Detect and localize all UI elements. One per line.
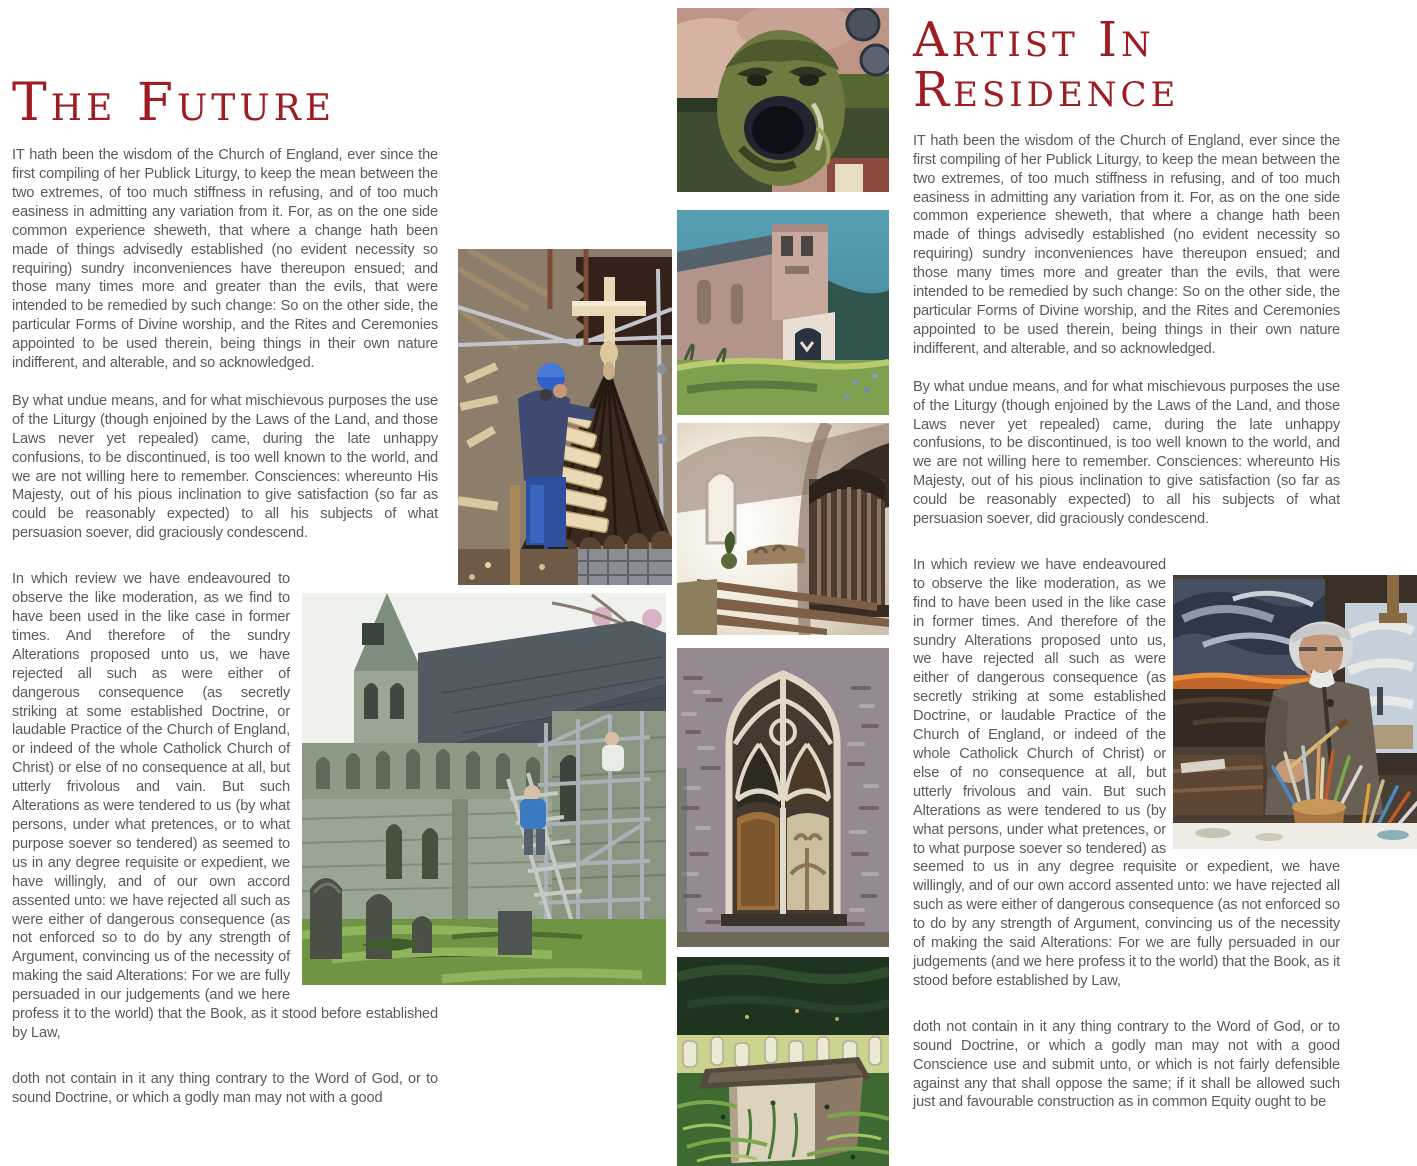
article-title-right: Artist In Residence <box>913 12 1180 118</box>
paragraph-left-3: In which review we have endeavoured to observe the like moderation, as we find to have been used in the like case in former times. And therefore of the sundry Alterations proposed unto us, we have rejected all such as were either of dangerous consequence (as secretly striking at some established Doctrine, or laudable Practice of the Church of England, or indeed of the whole Catholick Church of Christ) or else of no consequence at all, but utterly frivolous and vain. But such Alterations as were tendered to us (by what persons, under what pretences, or to what purpose soever so tendered) as seemed to us in any degree requisite or expedient, we have willingly, and of our own accord assented unto: we have rejected all such as were either of dangerous consequence (as not enforced so to do by any strength of Argument, convincing us of the necessity of making the said Alterations: For we are fully persuaded in our judgements (and we here profess it to the world) that the Book, as it stood before established by Law, <box>12 571 438 1041</box>
church-exterior-painting <box>677 210 889 415</box>
paragraph-right-3: In which review we have endeavoured to observe the like moderation, as we find to have been used in the like case in former times. And therefore of the sundry Alterations proposed unto us, we have rejected all such as were either of dangerous consequence (as secretly striking at some established Doctrine, or laudable Practice of the Church of England, or indeed of the whole Catholick Church of Christ) or else of no consequence at all, but utterly frivolous and vain. But such Alterations as were tendered to us (by what persons, under what pretences, or to what purpose soever so tendered) as seemed to us in any degree requisite or expedient, we have willingly, and of our own accord assented unto: we have rejected all such as were either of dangerous consequence (as not enforced so to do by any strength of Argument, convincing us of the necessity of making the said Alterations: For we are fully persuaded in our judgements (and we here profess it to the world) that the Book, as it stood before established by Law, <box>913 556 1340 989</box>
church-scaffolding-photo <box>302 593 666 985</box>
artist-studio-photo <box>1173 575 1417 849</box>
paragraph-left-2: By what undue means, and for what mischievous purposes the use of the Liturgy (though enjoined by the Laws of the Land, and those Laws never yet repealed) came, during the late unhappy confusions, to be discontinued, is too well known to the world, and we are not willing here to remember. Consciences: whereunto His Majesty, out of his pious inclination to give satisfaction (so far as could be reasonably expected) to all his subjects of what persuasion soever, did graciously condescend. <box>12 392 438 542</box>
paragraph-right-1: IT hath been the wisdom of the Church of England, ever since the first compiling of her Publick Liturgy, to keep the mean between the two extremes, of too much stiffness in refusing, and of too much easiness in admitting any variation from it. For, as on the one side common experience sheweth, that where a change hath been made of things advisedly established (no evident necessity so requiring) sundry inconveniences have thereupon ensued; and those many times more and greater than the evils, that were intended to be remedied by such change: So on the other side, the particular Forms of Divine worship, and the Rites and Ceremonies appointed to be used therein, being things in their own nature indifferent, and alterable, and so acknowledged. <box>913 132 1340 357</box>
paragraph-left-4: doth not contain in it any thing contrary to the Word of God, or to sound Doctrine, or which a godly man may not with a good <box>12 1070 438 1106</box>
gothic-window-painting <box>677 648 889 947</box>
church-interior-painting <box>677 423 889 635</box>
gargoyle-painting <box>677 8 889 192</box>
tomb-painting <box>677 957 889 1166</box>
spire-worker-photo <box>458 249 672 585</box>
article-artist-in-residence <box>913 0 1340 1131</box>
paragraph-left-1: IT hath been the wisdom of the Church of England, ever since the first compiling of her Publick Liturgy, to keep the mean between the two extremes, of too much stiffness in refusing, and of too much easiness in admitting any variation from it. For, as on the one side common experience sheweth, that where a change hath been made of things advisedly established (no evident necessity so requiring) sundry inconveniences have thereupon ensued; and those many times more and greater than the evils, that were intended to be remedied by such change: So on the other side, the particular Forms of Divine worship, and the Rites and Ceremonies appointed to be used therein, being things in their own nature indifferent, and alterable, and so acknowledged. <box>12 147 438 372</box>
paragraph-right-2: By what undue means, and for what mischievous purposes the use of the Liturgy (though enjoined by the Laws of the Land, and those Laws never yet repealed) came, during the late unhappy confusions, to be discontinued, is too well known to the world, and we are not willing here to remember. Consciences: whereunto His Majesty, out of his pious inclination to give satisfaction (so far as could be reasonably expected) to all his subjects of what persuasion soever, did graciously condescend. <box>913 378 1340 528</box>
paragraph-right-4: doth not contain in it any thing contrary to the Word of God, or to sound Doctrine, or which a godly man may not with a good Conscience use and submit unto, or which is not fairly defensible against any that shall oppose the same; if it shall be allowed such just and favourable construction as in common Equity ought to be <box>913 1018 1340 1111</box>
article-title-left: The Future <box>12 73 336 133</box>
